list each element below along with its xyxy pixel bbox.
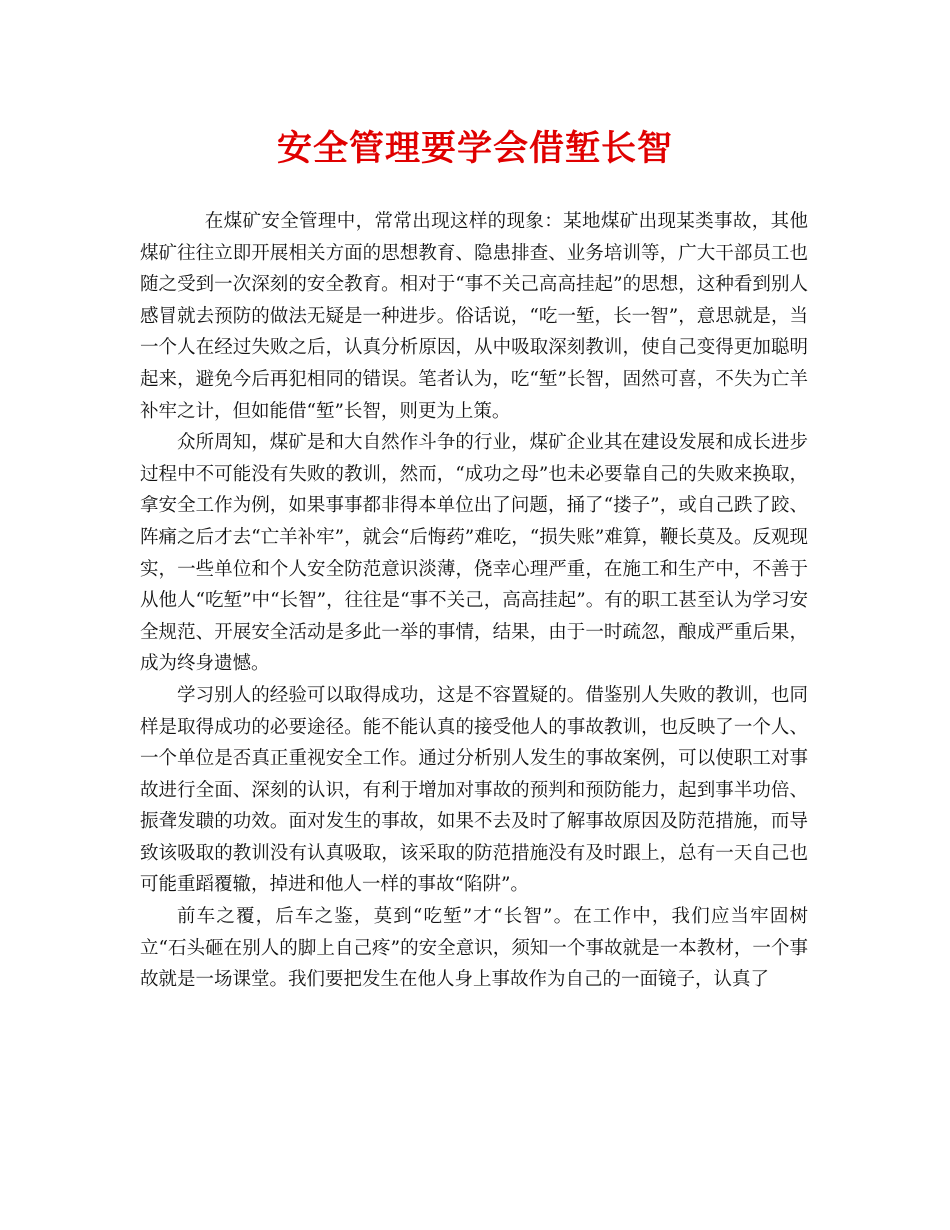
paragraph-2: 众所周知，煤矿是和大自然作斗争的行业，煤矿企业其在建设发展和成长进步过程中不可能没有失败的教训，然而，“成功之母”也未必要靠自己的失败来换取，拿安全工作为例，如果事事都非得本单位出了问题，捅了“搂子”，或自己跌了跤、阵痛之后才去“亡羊补牢”，就会“后悔药”难吃，“损失账”难算，鞭长莫及。反观现实，一些单位和个人安全防范意识淡薄，侥幸心理严重，在施工和生产中，不善于从他人“吃堑”中“长智”，往往是“事不关己，高高挂起”。有的职工甚至认为学习安全规范、开展安全活动是多此一举的事情，结果，由于一时疏忽，酿成严重后果，成为终身遗憾。: [140, 432, 808, 675]
document-title: 安全管理要学会借堑长智: [276, 128, 673, 169]
paragraph-1: 在煤矿安全管理中，常常出现这样的现象：某地煤矿出现某类事故，其他煤矿往往立即开展相关方面的思想教育、隐患排查、业务培训等，广大干部员工也随之受到一次深刻的安全教育。相对于“事不关己高高挂起”的思想，这种看到别人感冒就去预防的做法无疑是一种进步。俗话说，“吃一堑，长一智”，意思就是，当一个人在经过失败之后，认真分析原因，从中吸取深刻教训，使自己变得更加聪明起来，避免今后再犯相同的错误。笔者认为，吃“堑”长智，固然可喜，不失为亡羊补牢之计，但如能借“堑”长智，则更为上策。: [140, 211, 808, 422]
paragraph-3: 学习别人的经验可以取得成功，这是不容置疑的。借鉴别人失败的教训，也同样是取得成功的必要途径。能不能认真的接受他人的事故教训，也反映了一个人、一个单位是否真正重视安全工作。通过分析别人发生的事故案例，可以使职工对事故进行全面、深刻的认识，有利于增加对事故的预判和预防能力，起到事半功倍、振聋发聩的功效。面对发生的事故，如果不去及时了解事故原因及防范措施，而导致该吸取的教训没有认真吸取，该采取的防范措施没有及时跟上，总有一天自己也可能重蹈覆辙，掉进和他人一样的事故“陷阱”。: [140, 684, 808, 896]
paragraph-4: 前车之覆，后车之鉴，莫到“吃堑”才“长智”。在工作中，我们应当牢固树立“石头砸在别人的脚上自己疼”的安全意识，须知一个事故就是一本教材，一个事故就是一场课堂。我们要把发生在他人身上事故作为自己的一面镜子，认真了: [140, 906, 808, 991]
document-body: [140, 206, 808, 996]
